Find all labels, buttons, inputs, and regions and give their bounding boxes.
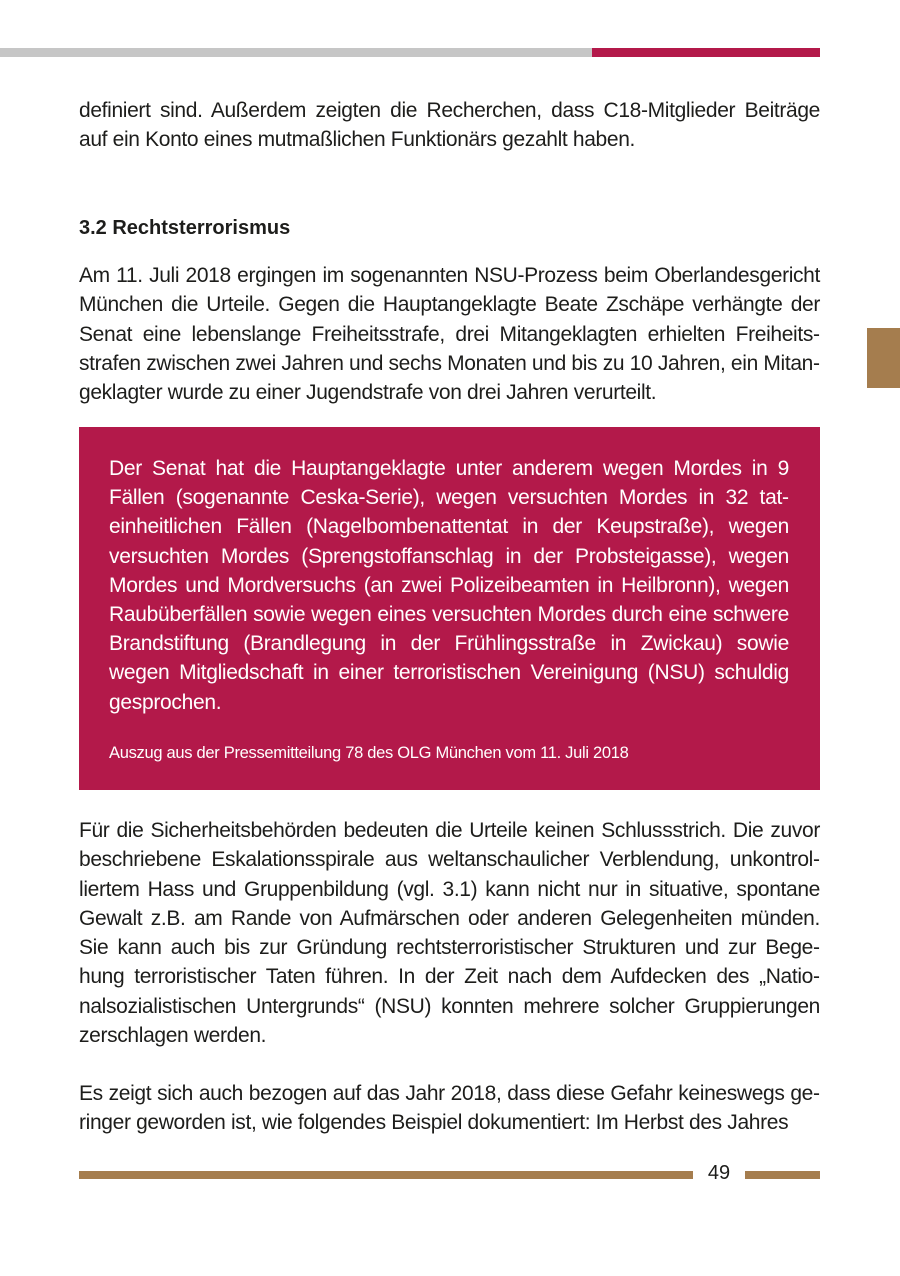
authorities-paragraph: Für die Sicherheitsbehörden bedeuten die Urteile keinen Schlussstrich. Die zuvor beschriebene Eskalationsspirale aus weltanschaulicher Verblendung, unkontrolliertem Hass und Gruppenbildung (vgl. 3.1) kann nicht nur in situative, spontane Gewalt z.B. am Rande von Aufmärschen oder anderen Gelegenheiten münden. Sie kann auch bis zur Gründung rechtsterroristischer Strukturen und zur Begehung terroristischer Taten führen. In der Zeit nach dem Aufdecken des „Nationalsozialistischen Untergrunds“ (NSU) konnten mehrere solcher Gruppierungen zerschlagen werden. [79,819,820,1048]
footer-rule-left [79,1171,693,1179]
verdict-paragraph: Am 11. Juli 2018 ergingen im sogenannten NSU-Prozess beim Oberlandesgericht München die Urteile. Gegen die Hauptangeklagte Beate Zschäpe verhängte der Senat eine lebenslange Freiheitsstrafe, drei Mitangeklagten erhielten Freiheitsstrafen zwischen zwei Jahren und sechs Monaten und bis zu 10 Jahren, ein Mitangeklagter wurde zu einer Jugendstrafe von drei Jahren verurteilt. [79,264,820,405]
year-2018-paragraph: Es zeigt sich auch bezogen auf das Jahr 2018, dass diese Gefahr keineswegs geringer geworden ist, wie folgendes Beispiel dokumentiert: Im Herbst des Jahres [79,1082,820,1135]
header-rule-grey [0,48,592,57]
header-rule-accent [592,48,820,57]
intro-paragraph: definiert sind. Außerdem zeigten die Recherchen, dass C18-Mitglieder Beiträge auf ein Konto eines mutmaßlichen Funktionärs gezahlt haben. [79,99,820,152]
footer-rule-right [745,1171,820,1179]
quote-box [79,427,820,790]
section-heading: 3.2 Rechtsterrorismus [79,217,291,239]
quote-text: Der Senat hat die Hauptangeklagte unter anderem wegen Mordes in 9 Fällen (sogenannte Ceska-Serie), wegen versuchten Mordes in 32 tateinheitlichen Fällen (Nagelbombenattentat in der Keupstraße), wegen versuchten Mordes (Sprengstoffanschlag in der Probsteigasse), wegen Mordes und Mordversuchs (an zwei Polizeibeamten in Heilbronn), wegen Raubüberfällen sowie wegen eines versuchten Mordes durch eine schwere Brandstiftung (Brandlegung in der Frühlingsstraße in Zwickau) sowie wegen Mitgliedschaft in einer terroristischen Vereinigung (NSU) schuldig gesprochen. [109,457,789,714]
page-number: 49 [707,1162,731,1184]
chapter-side-tab [867,328,900,388]
quote-source: Auszug aus der Pressemitteilung 78 des OLG München vom 11. Juli 2018 [109,743,629,762]
